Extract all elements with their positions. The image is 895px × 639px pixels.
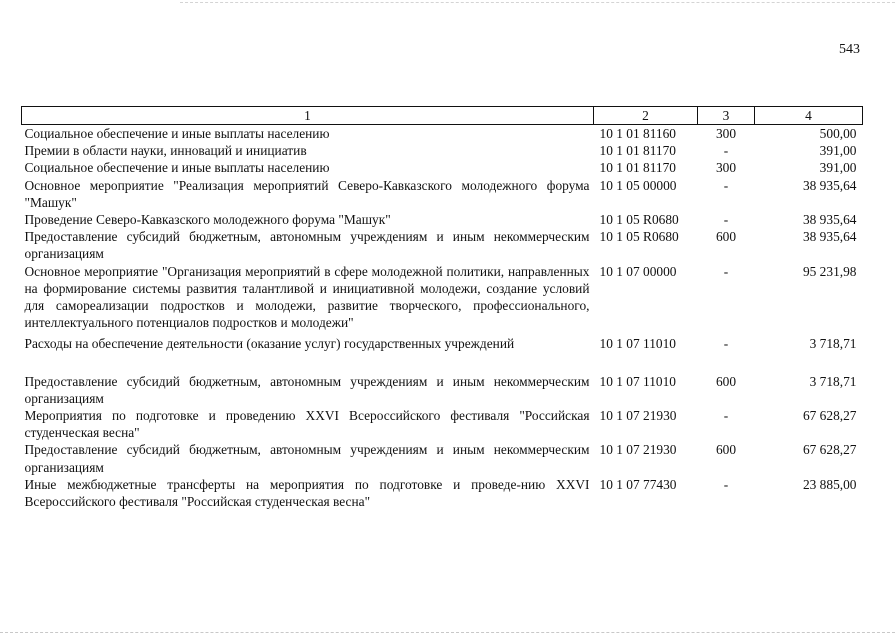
row-name: Предоставление субсидий бюджетным, автономным учреждениям и иным некоммерческим организациям — [24, 442, 590, 475]
table-row — [22, 125, 863, 143]
row-code: 10 1 01 81170 — [599, 160, 676, 176]
row-name: Основное мероприятие "Реализация мероприятий Северо-Кавказского молодежного форума "Машук" — [24, 177, 590, 210]
row-amount: 38 935,64 — [802, 229, 857, 245]
row-kind: - — [723, 143, 729, 159]
row-name: Социальное обеспечение и иные выплаты населению — [24, 126, 330, 141]
row-name: Предоставление субсидий бюджетным, автономным учреждениям и иным некоммерческим организациям — [24, 229, 590, 262]
row-amount: 23 885,00 — [802, 476, 857, 492]
table-row — [22, 263, 863, 336]
row-kind: - — [723, 177, 729, 193]
budget-table-container — [21, 106, 862, 510]
row-kind: 300 — [715, 126, 737, 141]
row-code: 10 1 07 21930 — [599, 442, 677, 458]
row-kind: 300 — [715, 160, 737, 176]
table-row — [22, 211, 863, 228]
row-kind: 600 — [715, 442, 737, 458]
row-kind: - — [723, 212, 729, 228]
table-row — [22, 159, 863, 176]
row-amount: 95 231,98 — [802, 263, 857, 279]
row-amount: 38 935,64 — [802, 177, 857, 193]
row-kind: 600 — [715, 373, 737, 389]
row-name: Иные межбюджетные трансферты на мероприятия по подготовке и проведе-нию XXVI Всероссийского фестиваля "Российская студенческая весна" — [24, 476, 590, 510]
row-name: Социальное обеспечение и иные выплаты населению — [24, 160, 330, 176]
table-row — [22, 142, 863, 159]
header-col-1: 1 — [22, 107, 594, 125]
scan-edge-bottom — [0, 632, 895, 634]
row-kind: - — [723, 408, 729, 424]
table-row — [22, 373, 863, 407]
page-number: 543 — [839, 42, 860, 57]
row-code: 10 1 05 R0680 — [599, 229, 679, 245]
row-amount: 3 718,71 — [809, 336, 857, 352]
table-row — [22, 177, 863, 211]
row-name: Предоставление субсидий бюджетным, автономным учреждениям и иным некоммерческим организациям — [24, 373, 590, 406]
row-code: 10 1 07 11010 — [599, 336, 676, 352]
header-col-2: 2 — [594, 107, 698, 125]
row-kind: - — [723, 263, 729, 279]
row-code: 10 1 07 21930 — [599, 408, 677, 424]
row-amount: 38 935,64 — [802, 212, 857, 228]
header-col-4: 4 — [755, 107, 863, 125]
scan-edge-top — [180, 2, 895, 4]
row-name: Основное мероприятие "Организация мероприятий в сфере молодежной политики, направленных на формирование системы развития талантливой и инициативной молодежи, создание условий для самореализации подростков и молодежи, развитие творческого, профессионального, интеллектуального потенциалов подростков и молодежи" — [24, 263, 590, 331]
row-amount: 3 718,71 — [809, 373, 857, 389]
row-amount: 391,00 — [819, 160, 857, 176]
row-code: 10 1 01 81170 — [599, 143, 676, 159]
row-code: 10 1 07 11010 — [599, 373, 676, 389]
row-amount: 391,00 — [819, 143, 857, 159]
row-amount: 67 628,27 — [802, 408, 857, 424]
row-name: Проведение Северо-Кавказского молодежного форума "Машук" — [24, 212, 391, 228]
table-row — [22, 228, 863, 262]
table-row — [22, 476, 863, 510]
row-kind: - — [723, 476, 729, 492]
row-amount: 500,00 — [819, 126, 857, 141]
row-kind: - — [723, 336, 729, 352]
row-code: 10 1 05 00000 — [599, 177, 677, 193]
table-row — [22, 407, 863, 441]
row-code: 10 1 01 81160 — [599, 126, 676, 141]
row-name: Премии в области науки, инноваций и инициатив — [24, 143, 307, 159]
table-header-row — [22, 107, 863, 125]
row-name: Мероприятия по подготовке и проведению XXVI Всероссийского фестиваля "Российская студенческая весна" — [24, 408, 590, 441]
row-code: 10 1 07 77430 — [599, 476, 677, 492]
header-col-3: 3 — [698, 107, 755, 125]
row-amount: 67 628,27 — [802, 442, 857, 458]
row-kind: 600 — [715, 229, 737, 245]
table-row — [22, 335, 863, 372]
row-code: 10 1 05 R0680 — [599, 212, 679, 228]
row-code: 10 1 07 00000 — [599, 263, 677, 279]
row-name: Расходы на обеспечение деятельности (оказание услуг) государственных учреждений — [24, 336, 515, 352]
budget-table — [21, 106, 863, 510]
table-row — [22, 441, 863, 475]
